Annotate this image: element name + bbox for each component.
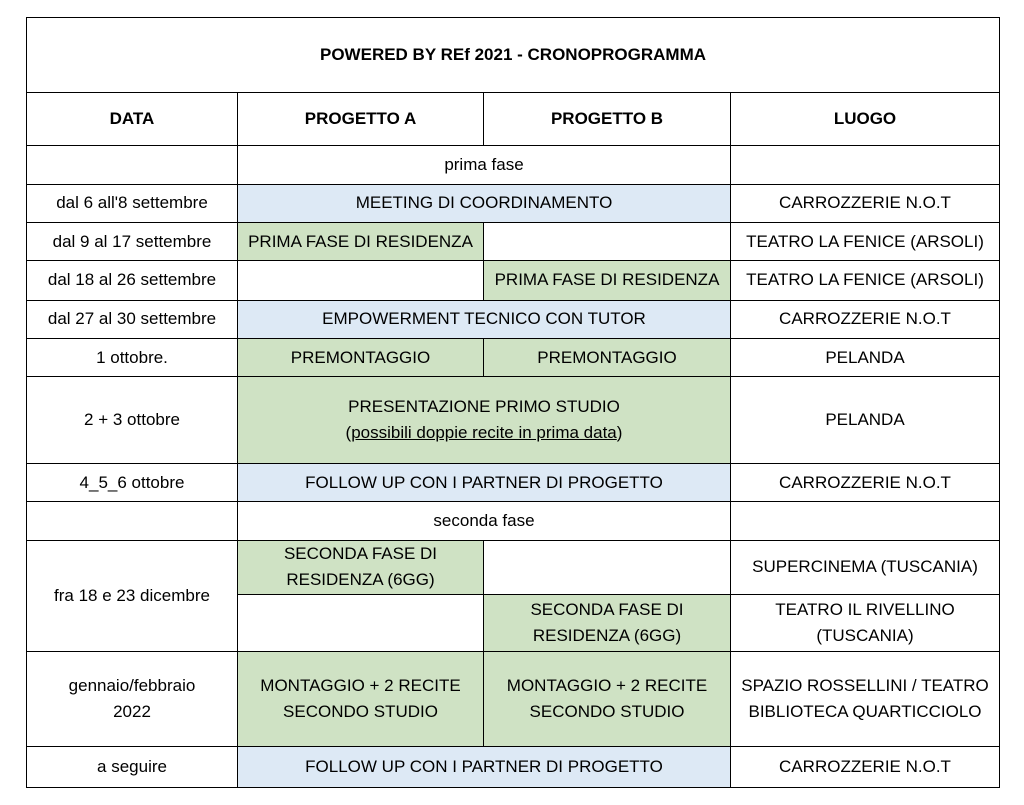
schedule-table bbox=[26, 17, 1000, 788]
cell-progetto-b bbox=[484, 540, 731, 594]
cell-date: 1 ottobre. bbox=[27, 338, 238, 376]
cell-place: SUPERCINEMA (TUSCANIA) bbox=[731, 540, 1000, 594]
cell-place: CARROZZERIE N.O.T bbox=[731, 464, 1000, 502]
title-row bbox=[27, 18, 1000, 93]
cell-progetto-a: MONTAGGIO + 2 RECITE SECONDO STUDIO bbox=[238, 651, 484, 746]
table-row bbox=[27, 184, 1000, 222]
cell-shared-activity bbox=[238, 377, 731, 464]
cell-date: a seguire bbox=[27, 746, 238, 787]
table-row bbox=[27, 377, 1000, 464]
cell-place: TEATRO IL RIVELLINO (TUSCANIA) bbox=[731, 595, 1000, 652]
cell-place: PELANDA bbox=[731, 377, 1000, 464]
cell-date: dal 27 al 30 settembre bbox=[27, 300, 238, 338]
cell-date: gennaio/febbraio 2022 bbox=[27, 651, 238, 746]
table-row bbox=[27, 222, 1000, 260]
cell-progetto-a: PRIMA FASE DI RESIDENZA bbox=[238, 222, 484, 260]
cell-progetto-b: SECONDA FASE DI RESIDENZA (6GG) bbox=[484, 595, 731, 652]
cell-shared-activity: FOLLOW UP CON I PARTNER DI PROGETTO bbox=[238, 464, 731, 502]
cell-progetto-b: PRIMA FASE DI RESIDENZA bbox=[484, 261, 731, 300]
header-luogo: LUOGO bbox=[731, 92, 1000, 145]
table-row bbox=[27, 300, 1000, 338]
cell-place: TEATRO LA FENICE (ARSOLI) bbox=[731, 261, 1000, 300]
cell-progetto-b: PREMONTAGGIO bbox=[484, 338, 731, 376]
table-row bbox=[27, 464, 1000, 502]
cell-progetto-b: MONTAGGIO + 2 RECITE SECONDO STUDIO bbox=[484, 651, 731, 746]
phase-label-prima: prima fase bbox=[238, 146, 731, 184]
cell-shared-activity: FOLLOW UP CON I PARTNER DI PROGETTO bbox=[238, 746, 731, 787]
phase-empty-date bbox=[27, 502, 238, 540]
cell-place: TEATRO LA FENICE (ARSOLI) bbox=[731, 222, 1000, 260]
cell-progetto-a bbox=[238, 261, 484, 300]
cell-date: dal 9 al 17 settembre bbox=[27, 222, 238, 260]
cell-place: PELANDA bbox=[731, 338, 1000, 376]
cell-date: dal 18 al 26 settembre bbox=[27, 261, 238, 300]
header-data: DATA bbox=[27, 92, 238, 145]
table-row bbox=[27, 651, 1000, 746]
cell-progetto-b bbox=[484, 222, 731, 260]
table-row bbox=[27, 261, 1000, 300]
cell-date: fra 18 e 23 dicembre bbox=[27, 540, 238, 651]
cell-shared-activity: EMPOWERMENT TECNICO CON TUTOR bbox=[238, 300, 731, 338]
header-progetto-b: PROGETTO B bbox=[484, 92, 731, 145]
activity-line-2: (possibili doppie recite in prima data) bbox=[345, 423, 623, 443]
table-row bbox=[27, 540, 1000, 594]
cell-place: SPAZIO ROSSELLINI / TEATRO BIBLIOTECA QUARTICCIOLO bbox=[731, 651, 1000, 746]
cell-date: dal 6 all'8 settembre bbox=[27, 184, 238, 222]
cell-date: 4_5_6 ottobre bbox=[27, 464, 238, 502]
underlined-note: possibili doppie recite in prima data bbox=[351, 423, 617, 443]
cell-progetto-a bbox=[238, 595, 484, 652]
cell-date: 2 + 3 ottobre bbox=[27, 377, 238, 464]
header-row bbox=[27, 92, 1000, 145]
table-title: POWERED BY REf 2021 - CRONOPROGRAMMA bbox=[27, 18, 1000, 93]
table-row bbox=[27, 746, 1000, 787]
table-row bbox=[27, 338, 1000, 376]
header-progetto-a: PROGETTO A bbox=[238, 92, 484, 145]
cell-place: CARROZZERIE N.O.T bbox=[731, 746, 1000, 787]
cell-shared-activity: MEETING DI COORDINAMENTO bbox=[238, 184, 731, 222]
cell-place: CARROZZERIE N.O.T bbox=[731, 300, 1000, 338]
cell-progetto-a: PREMONTAGGIO bbox=[238, 338, 484, 376]
cell-place: CARROZZERIE N.O.T bbox=[731, 184, 1000, 222]
phase-label-seconda: seconda fase bbox=[238, 502, 731, 540]
activity-line-1: PRESENTAZIONE PRIMO STUDIO bbox=[348, 397, 620, 417]
phase-empty-place bbox=[731, 146, 1000, 184]
phase-row-prima bbox=[27, 146, 1000, 184]
phase-empty-place bbox=[731, 502, 1000, 540]
phase-empty-date bbox=[27, 146, 238, 184]
cell-progetto-a: SECONDA FASE DI RESIDENZA (6GG) bbox=[238, 540, 484, 594]
phase-row-seconda bbox=[27, 502, 1000, 540]
